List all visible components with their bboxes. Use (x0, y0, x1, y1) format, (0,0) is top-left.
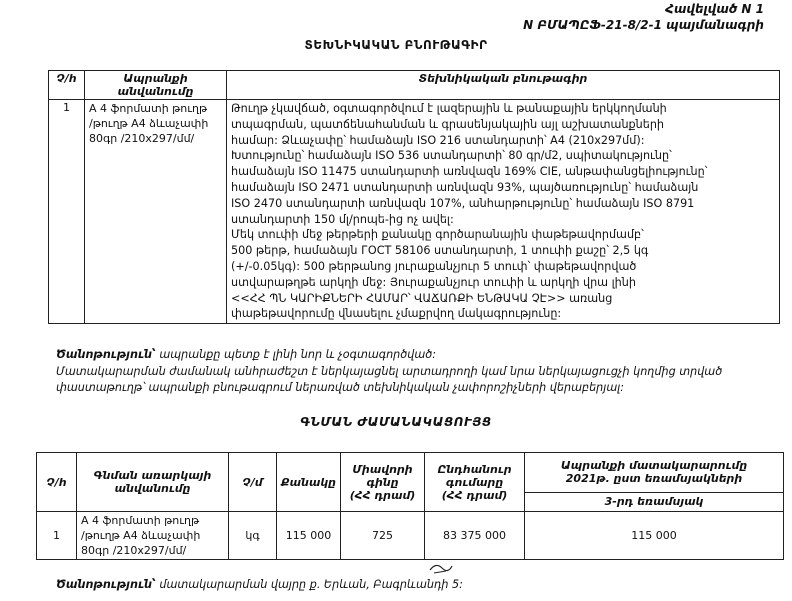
item-name-line: A 4 ֆորմատի թուղթ (89, 102, 208, 115)
table-row (37, 512, 784, 560)
desc-line: համար: Ձևաչափը՝ համաձայն ISO 216 ստանդարտի՝ A4 (210x297մմ): (231, 133, 645, 147)
sched-col-price (341, 453, 425, 512)
desc-line: համաձայն ISO 11475 ստանդարտի առնվազն 169% CIE, անթափանցելիությունը՝ (231, 165, 708, 179)
desc-line: Խտությունը՝ համաձայն ISO 536 ստանդարտի՝ 80 գր/մ2, սպիտակությունը՝ (231, 149, 672, 163)
spec-title: ՏԵԽՆԻԿԱԿԱՆ ԲՆՈՒԹԱԳԻՐ (304, 38, 488, 52)
sched-item-name-line: 80գր /210x297/մմ/ (81, 544, 187, 557)
sched-col-delivery (525, 453, 784, 493)
sched-item-name-line: A 4 ֆորմատի թուղթ (81, 514, 200, 527)
sched-col-name (77, 453, 229, 512)
contract-reference: N ԲՄԱՊԸՖ-21-8/2-1 պայմանագրի (523, 18, 764, 32)
schedule-header-row (37, 453, 784, 493)
sched-total: 83 375 000 (425, 512, 525, 560)
col-name-header: Ապրանքի անվանումը (85, 71, 227, 100)
sched-col-delivery-line: Ապրանքի մատակարարումը (560, 459, 748, 473)
appendix-label: Հավելված N 1 (665, 2, 764, 16)
note-new-item (56, 348, 436, 361)
desc-line: տպագրման, պատճենահանման և գրասենյակային այլ աշխատանքների (231, 117, 665, 131)
desc-line: փաթեթավորումը վնասելու չմաքրվող մակագրությունը: (231, 307, 562, 321)
sched-col-num: Չ/հ (37, 453, 77, 512)
sched-item-name-line: /թուղթ A4 ձևաչափի (81, 529, 201, 542)
col-num-header: Չ/հ (49, 71, 85, 100)
sched-quarter-qty: 115 000 (525, 512, 784, 560)
signature-scribble (428, 560, 454, 576)
sched-col-qty: Քանակը (277, 453, 341, 512)
desc-line: ստանդարտի 150 մլ/րոպե-ից ոչ ավել: (231, 212, 454, 226)
sched-col-delivery-line: 2021թ. ըստ եռամսյակների (565, 472, 743, 486)
item-name-line: 80գր /210x297/մմ/ (89, 132, 195, 145)
sched-col-name-line: Գնման առարկայի (93, 469, 212, 482)
note-documentation: Մատակարարման ժամանակ անհրաժեշտ է ներկայացնել արտադրողի կամ նրա ներկայացուցչի կողմից տրված փաստաթուղթ՝ ապրանքի բնութագրում ներառված տեխնիկական չափորոշիչների վերաբերյալ: (56, 365, 723, 394)
desc-line: ստվարաթղթե արկղի մեջ: Յուրաքանչյուր տուփի և արկղի վրա լինի (231, 275, 636, 289)
sched-col-total-line: գումարը (445, 475, 504, 489)
sched-price: 725 (341, 512, 425, 560)
note-delivery-place (56, 578, 463, 591)
sched-col-unit: Չ/մ (229, 453, 277, 512)
sched-col-name-line: անվանումը (114, 482, 191, 495)
schedule-title: ԳՆՄԱՆ ԺԱՄԱՆԱԿԱՑՈՒՅՑ (300, 415, 492, 429)
sched-col-total (425, 453, 525, 512)
sched-col-total-line: (ՀՀ դրամ) (441, 488, 508, 502)
sched-col-total-line: Ընդհանուր (437, 462, 512, 476)
row-num: 1 (49, 100, 85, 324)
col-desc-header: Տեխնիկական բնութագիր (227, 71, 780, 100)
spec-table-header (49, 71, 780, 100)
sched-col-price-line: Միավորի (352, 462, 413, 476)
note-label: Ծանոթություն՝ (56, 578, 156, 591)
table-row (49, 100, 780, 324)
sched-unit: կգ (229, 512, 277, 560)
sched-col-quarter: 3-րդ եռամսյակ (525, 492, 784, 511)
desc-line: ISO 2470 ստանդարտի առնվազն 107%, անհարթությունը՝ համաձայն ISO 8791 (231, 196, 695, 210)
sched-item-name (77, 512, 229, 560)
desc-line: (+/-0.05կգ): 500 թերթանոց յուրաքանչյուր 5 տուփ՝ փաթեթավորված (231, 259, 637, 273)
sched-qty: 115 000 (277, 512, 341, 560)
note-label: Ծանոթություն՝ (56, 348, 156, 361)
desc-line: Մեկ տուփի մեջ թերթերի քանակը գործարանային փաթեթավորմամբ՝ (231, 228, 644, 242)
schedule-table (36, 452, 784, 560)
desc-line: <<ՀՀ ՊՆ ԿԱՐԻՔՆԵՐԻ ՀԱՄԱՐ՝ ՎԱՃԱՌՔԻ ԵՆԹԱԿԱ ՉԷ>> առանց (231, 291, 613, 305)
item-description (227, 100, 780, 324)
sched-row-num: 1 (37, 512, 77, 560)
desc-line: համաձայն ISO 2471 ստանդարտի առնվազն 93%, պայծառությունը՝ համաձայն (231, 180, 699, 194)
note-text: մատակարարման վայրը ք. Երևան, Բագրևանդի 5: (155, 578, 463, 591)
item-name (85, 100, 227, 324)
note-text: ապրանքը պետք է լինի նոր և չօգտագործված: (155, 348, 436, 361)
spec-table (48, 70, 780, 324)
desc-line: 500 թերթ, համաձայն ГОСТ 58106 ստանդարտի, 1 տուփի քաշը՝ 2,5 կգ (231, 244, 649, 258)
desc-line: Թուղթ չկավճած, օգտագործվում է լազերային և թանաքային երկկողմանի (231, 102, 667, 115)
sched-col-price-line: (ՀՀ դրամ) (349, 488, 416, 502)
sched-col-price-line: գինը (366, 475, 399, 489)
item-name-line: /թուղթ A4 ձևաչափի (89, 117, 209, 130)
